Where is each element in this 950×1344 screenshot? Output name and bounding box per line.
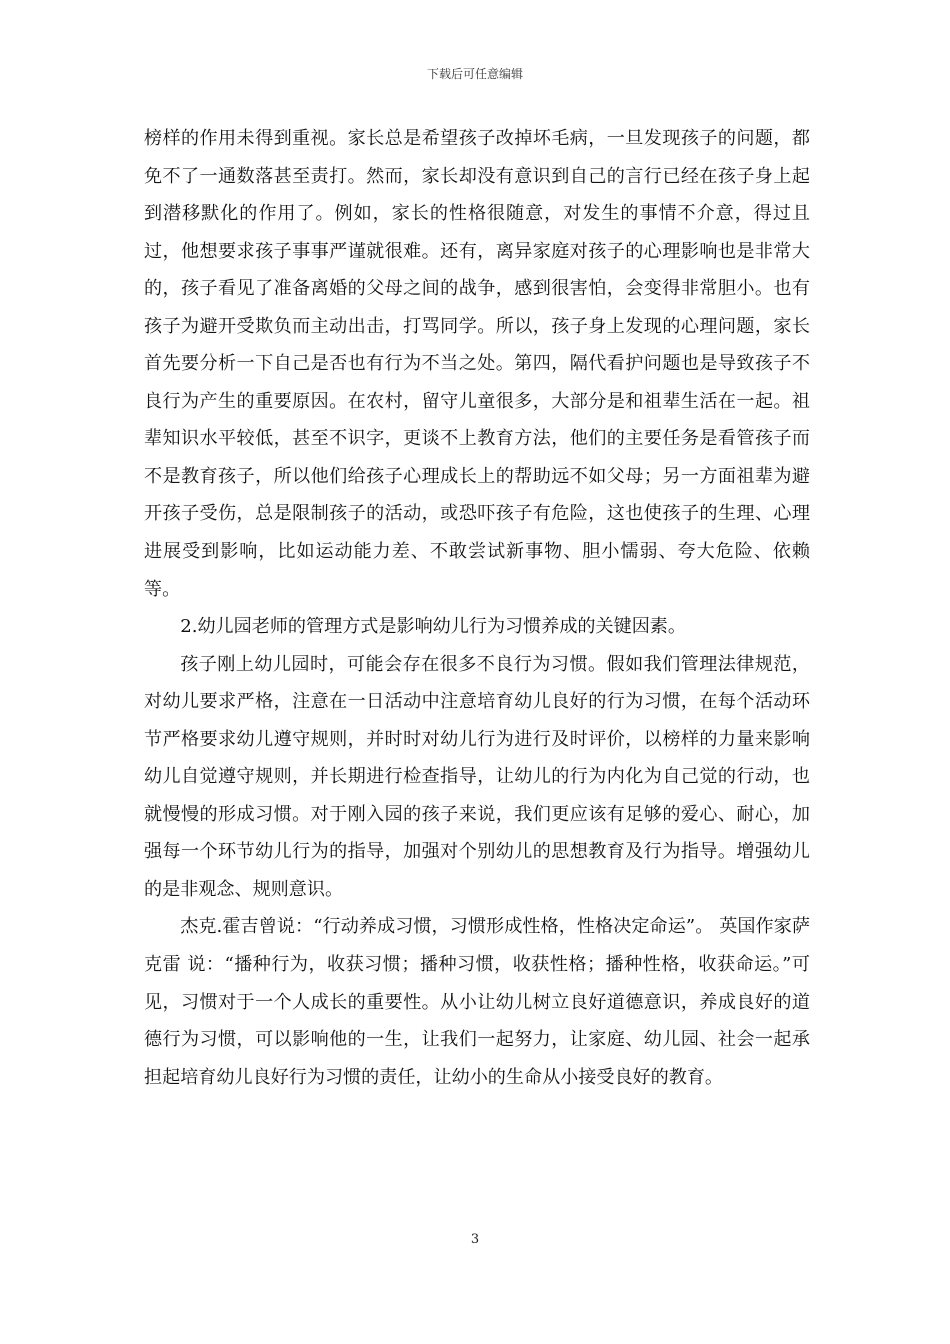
paragraph-3: 孩子刚上幼儿园时，可能会存在很多不良行为习惯。假如我们管理法律规范，对幼儿要求严格，注意在一日活动中注意培育幼儿良好的行为习惯，在每个活动环节严格要求幼儿遵守规则，并时时对幼儿行为进行及时评价，以榜样的力量来影响幼儿自觉遵守规则，并长期进行检查指导，让幼儿的行为内化为自己觉的行动，也就慢慢的形成习惯。对于刚入园的孩子来说，我们更应该有足够的爱心、耐心，加强每一个环节幼儿行为的指导，加强对个别幼儿的思想教育及行为指导。增强幼儿的是非观念、规则意识。	[144, 653, 810, 900]
page-number: 3	[470, 1232, 480, 1247]
paragraph-4: 杰克.霍吉曾说：“行动养成习惯，习惯形成性格，性格决定命运”。 英国作家萨克雷 说：“播种行为，收获习惯；播种习惯，收获性格；播种性格，收获命运。”可见，习惯对于一个人成长的重要性。从小让幼儿树立良好道德意识，养成良好的道德行为习惯，可以影响他的一生，让我们一起努力，让家庭、幼儿园、社会一起承担起培育幼儿良好行为习惯的责任，让幼小的生命从小接受良好的教育。	[144, 916, 810, 1088]
document-body	[144, 120, 810, 1096]
paragraph-1: 榜样的作用未得到重视。家长总是希望孩子改掉坏毛病，一旦发现孩子的问题，都免不了一通数落甚至责打。然而，家长却没有意识到自己的言行已经在孩子身上起到潜移默化的作用了。例如，家长的性格很随意，对发生的事情不介意，得过且过，他想要求孩子事事严谨就很难。还有，离异家庭对孩子的心理影响也是非常大的，孩子看见了准备离婚的父母之间的战争，感到很害怕，会变得非常胆小。也有孩子为避开受欺负而主动出击，打骂同学。所以，孩子身上发现的心理问题，家长首先要分析一下自己是否也有行为不当之处。第四，隔代看护问题也是导致孩子不良行为产生的重要原因。在农村，留守儿童很多，大部分是和祖辈生活在一起。祖辈知识水平较低，甚至不识字，更谈不上教育方法，他们的主要任务是看管孩子而不是教育孩子，所以他们给孩子心理成长上的帮助远不如父母；另一方面祖辈为避开孩子受伤，总是限制孩子的活动，或恐吓孩子有危险，这也使孩子的生理、心理进展受到影响，比如运动能力差、不敢尝试新事物、胆小懦弱、夸大危险、依赖等。	[144, 128, 810, 600]
paragraph-2: 2.幼儿园老师的管理方式是影响幼儿行为习惯养成的关键因素。	[180, 616, 686, 638]
page-header: 下载后可任意编辑	[426, 67, 523, 81]
